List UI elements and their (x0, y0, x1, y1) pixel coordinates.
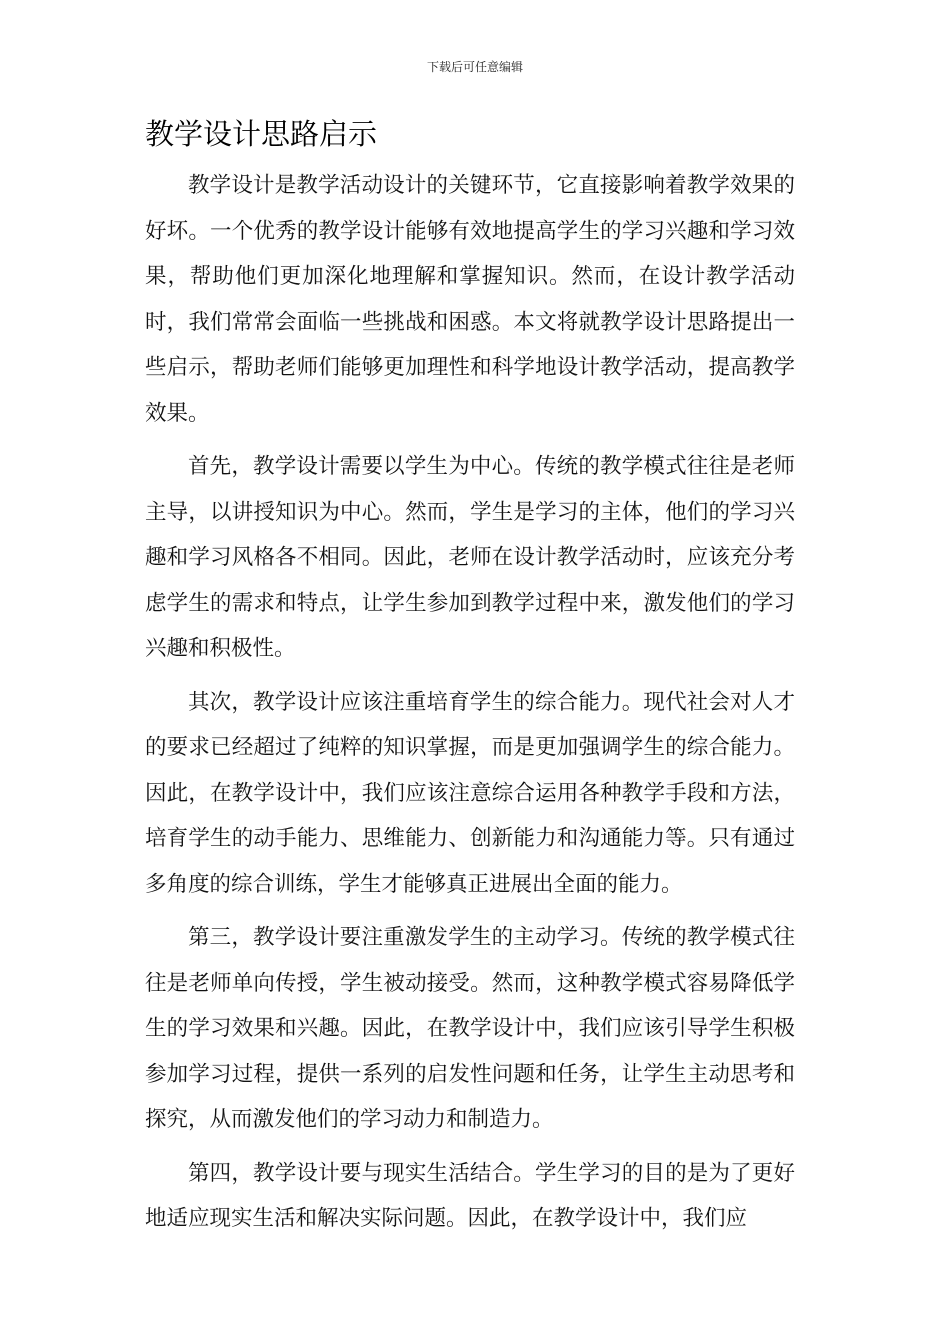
document-title: 教学设计思路启示 (145, 117, 378, 151)
document-body (145, 163, 795, 1250)
paragraph-intro: 教学设计是教学活动设计的关键环节，它直接影响着教学效果的好坏。一个优秀的教学设计能够有效地提高学生的学习兴趣和学习效果，帮助他们更加深化地理解和掌握知识。然而，在设计教学活动时，我们常常会面临一些挑战和困惑。本文将就教学设计思路提出一些启示，帮助老师们能够更加理性和科学地设计教学活动，提高教学效果。 (145, 173, 795, 426)
paragraph-second: 其次，教学设计应该注重培育学生的综合能力。现代社会对人才的要求已经超过了纯粹的知识掌握，而是更加强调学生的综合能力。因此，在教学设计中，我们应该注意综合运用各种教学手段和方法，培育学生的动手能力、思维能力、创新能力和沟通能力等。只有通过多角度的综合训练，学生才能够真正进展出全面的能力。 (145, 689, 795, 897)
paragraph-third: 第三，教学设计要注重激发学生的主动学习。传统的教学模式往往是老师单向传授，学生被动接受。然而，这种教学模式容易降低学生的学习效果和兴趣。因此，在教学设计中，我们应该引导学生积极参加学习过程，提供一系列的启发性问题和任务，让学生主动思考和探究，从而激发他们的学习动力和制造力。 (145, 925, 795, 1132)
paragraph-first: 首先，教学设计需要以学生为中心。传统的教学模式往往是老师主导，以讲授知识为中心。然而，学生是学习的主体，他们的学习兴趣和学习风格各不相同。因此，老师在设计教学活动时，应该充分考虑学生的需求和特点，让学生参加到教学过程中来，激发他们的学习兴趣和积极性。 (145, 454, 795, 661)
paragraph-fourth: 第四，教学设计要与现实生活结合。学生学习的目的是为了更好地适应现实生活和解决实际问题。因此，在教学设计中，我们应 (145, 1160, 795, 1231)
header-note: 下载后可任意编辑 (426, 60, 523, 74)
